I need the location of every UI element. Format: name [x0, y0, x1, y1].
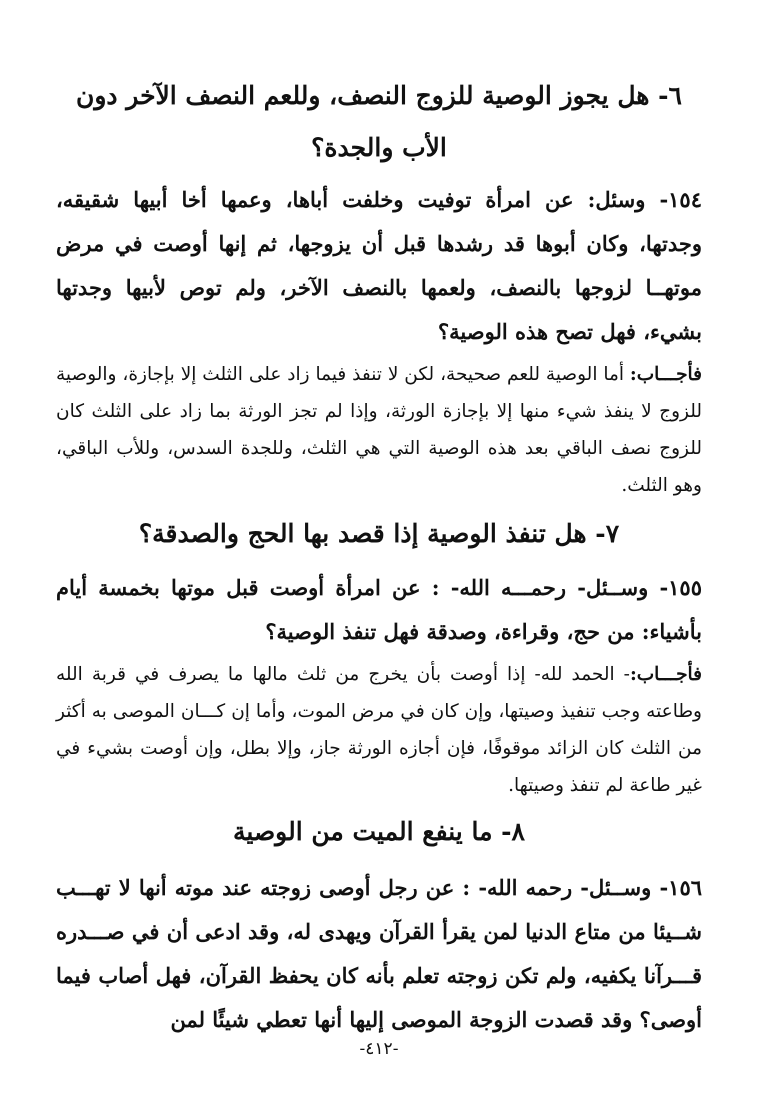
question-156 — [56, 866, 702, 1042]
answer-155 — [56, 656, 702, 804]
question-156-text: وســئل- رحمه الله- : عن رجل أوصى زوجته عند موته أنها لا تهـــب شــيئا من متاع الدنيا لمن يقرأ القرآن ويهدى له، وقد ادعى أن في صـــدره قـــرآنا يكفيه، ولم تكن زوجته تعلم بأنه كان يحفظ القرآن، فهل أصاب فيما أوصى؟ وقد قصدت الزوجة الموصى إليها أنها تعطي شيئًا لمن — [56, 875, 702, 1032]
answer-label-154: فأجـــاب: — [629, 364, 702, 385]
answer-label-155: فأجـــاب: — [629, 664, 702, 685]
answer-154 — [56, 356, 702, 504]
page-number: -٤١٢- — [359, 1039, 399, 1059]
question-154 — [56, 178, 702, 354]
item-number-155: ١٥٥- — [659, 575, 702, 600]
answer-154-text: أما الوصية للعم صحيحة، لكن لا تنفذ فيما زاد على الثلث إلا بإجازة، والوصية للزوج لا ينفذ شيء منها إلا بإجازة الورثة، وإذا لم تجز الورثة بما زاد على الثلث كان للزوج نصف الباقي بعد هذه الوصية التي هي الثلث، وللجدة السدس، وللأب الباقي، وهو الثلث. — [56, 364, 702, 496]
question-154-text: وسئل: عن امرأة توفيت وخلفت أباها، وعمها أخا أبيها شقيقه، وجدتها، وكان أبوها قد رشدها قبل أن يزوجها، ثم إنها أوصت في مرض موتهــا لزوجها بالنصف، ولعمها بالنصف الآخر، ولم توص لأبيها وجدتها بشيء، فهل تصح هذه الوصية؟ — [56, 187, 702, 344]
item-number-154: ١٥٤- — [659, 187, 702, 212]
answer-155-text: - الحمد لله- إذا أوصت بأن يخرج من ثلث مالها ما يصرف في قربة الله وطاعته وجب تنفيذ وصيتها، وإن كان في مرض الموت، وأما إن كـــان الموصى به أكثر من الثلث كان الزائد موقوفًا، فإن أجازه الورثة جاز، وإلا بطل، وإن أوصت بشيء في غير طاعة لم تنفذ وصيتها. — [56, 664, 702, 796]
section-6-heading: ٦- هل يجوز الوصية للزوج النصف، وللعم النصف الآخر دون الأب والجدة؟ — [76, 81, 682, 162]
page-body — [56, 70, 702, 1042]
question-155 — [56, 566, 702, 654]
item-number-156: ١٥٦- — [659, 875, 703, 900]
question-155-text: وســئل- رحمـــه الله- : عن امرأة أوصت قبل موتها بخمسة أيام بأشياء: من حج، وقراءة، وصدقة فهل تنفذ الوصية؟ — [56, 575, 702, 644]
section-7-heading: ٧- هل تنفذ الوصية إذا قصد بها الحج والصدقة؟ — [138, 519, 620, 548]
section-8-heading: ٨- ما ينفع الميت من الوصية — [233, 817, 525, 846]
